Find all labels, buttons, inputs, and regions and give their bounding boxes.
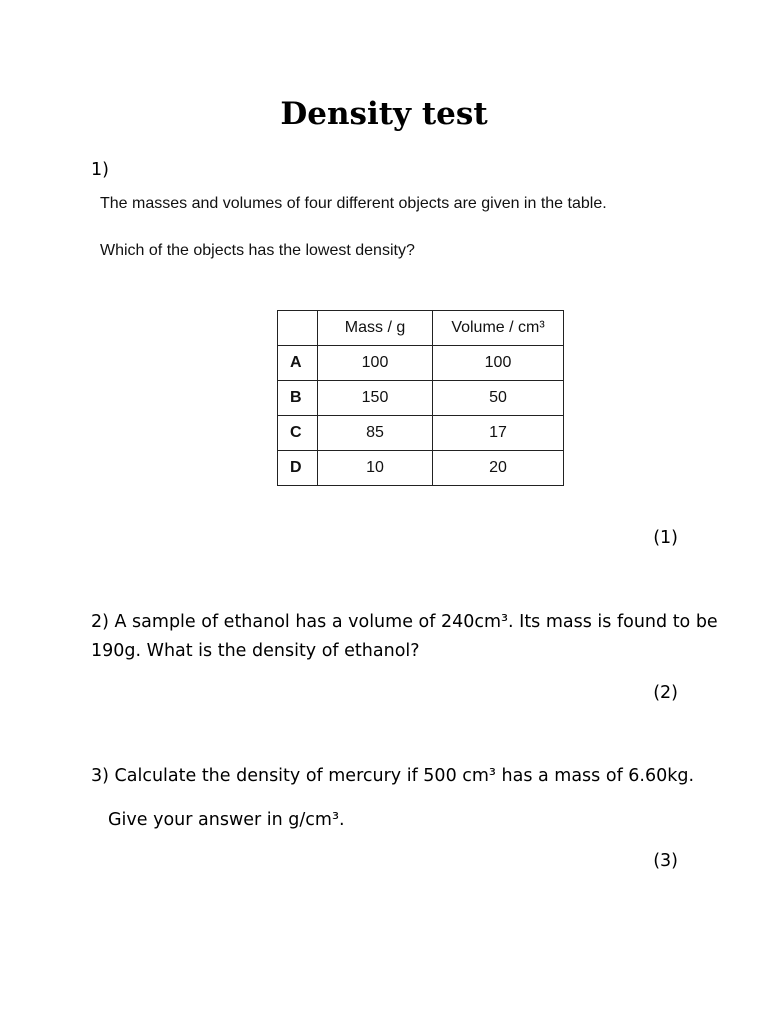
question-1-intro: The masses and volumes of four different objects are given in the table. <box>100 195 607 212</box>
mass-cell: 10 <box>318 451 433 486</box>
table-corner-cell <box>278 311 318 346</box>
mass-cell: 150 <box>318 381 433 416</box>
mass-column-header: Mass / g <box>318 311 433 346</box>
volume-cell: 20 <box>433 451 564 486</box>
mass-cell: 85 <box>318 416 433 451</box>
question-3-marks: (3) <box>653 851 678 871</box>
question-1-prompt: Which of the objects has the lowest density? <box>100 242 415 259</box>
question-3-line-1: 3) Calculate the density of mercury if 500 cm³ has a mass of 6.60kg. <box>91 766 695 786</box>
row-label: A <box>278 346 318 381</box>
row-label: C <box>278 416 318 451</box>
question-2-line-2: 190g. What is the density of ethanol? <box>91 641 420 661</box>
question-2-line-1: 2) A sample of ethanol has a volume of 240cm³. Its mass is found to be <box>91 612 718 632</box>
table-row <box>278 416 564 451</box>
table-header-row <box>278 311 564 346</box>
volume-cell: 50 <box>433 381 564 416</box>
volume-cell: 100 <box>433 346 564 381</box>
table-row <box>278 346 564 381</box>
question-2-marks: (2) <box>653 683 678 703</box>
mass-volume-table <box>277 310 564 486</box>
table-row <box>278 381 564 416</box>
question-3-line-2: Give your answer in g/cm³. <box>108 810 345 830</box>
question-1-number: 1) <box>91 160 109 180</box>
row-label: B <box>278 381 318 416</box>
row-label: D <box>278 451 318 486</box>
table-row <box>278 451 564 486</box>
question-1-marks: (1) <box>653 528 678 548</box>
volume-column-header: Volume / cm³ <box>433 311 564 346</box>
mass-cell: 100 <box>318 346 433 381</box>
volume-cell: 17 <box>433 416 564 451</box>
page-title: Density test <box>280 96 488 132</box>
